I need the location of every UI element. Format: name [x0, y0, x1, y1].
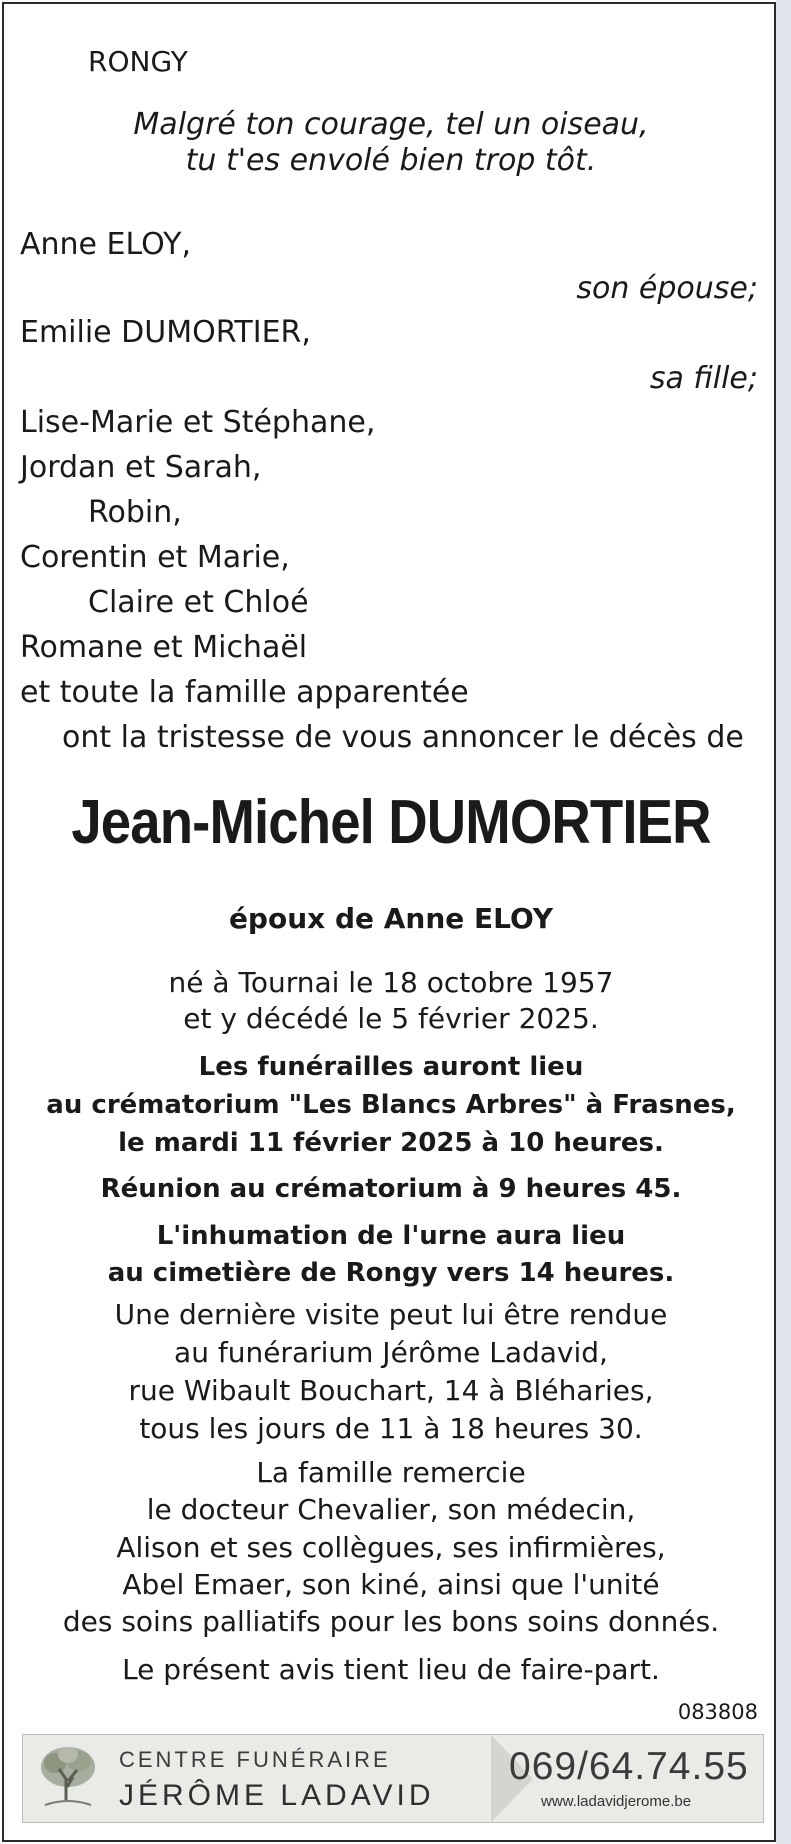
funeral-line: le mardi 11 février 2025 à 10 heures. — [118, 1128, 664, 1158]
thanks-line: La famille remercie — [256, 1456, 526, 1489]
page-side-margin — [776, 0, 791, 1844]
thanks-line: le docteur Chevalier, son médecin, — [146, 1493, 636, 1526]
deceased-name: Jean-Michel DUMORTIER — [71, 788, 711, 857]
funeral-home-line2: JÉRÔME LADAVID — [119, 1779, 435, 1812]
poem-line-2: tu t'es envolé bien trop tôt. — [185, 143, 597, 178]
daughter-role: sa fille; — [649, 361, 758, 396]
visit-line: tous les jours de 11 à 18 heures 30. — [139, 1412, 643, 1445]
reference-number: 083808 — [677, 1700, 758, 1724]
funeral-line: Les funérailles auront lieu — [198, 1052, 584, 1082]
family-member: Corentin et Marie, — [20, 540, 290, 575]
daughter-name: Emilie DUMORTIER, — [20, 315, 311, 350]
visit-line: rue Wibault Bouchart, 14 à Bléharies, — [128, 1374, 654, 1407]
burial-line: au cimetière de Rongy vers 14 heures. — [107, 1258, 675, 1288]
spouse-of: époux de Anne ELOY — [228, 902, 554, 935]
family-member: Claire et Chloé — [88, 585, 309, 620]
thanks-line: Abel Emaer, son kiné, ainsi que l'unité — [122, 1568, 660, 1601]
family-member: Romane et Michaël — [20, 630, 308, 665]
birth-line: né à Tournai le 18 octobre 1957 — [168, 966, 614, 999]
website-link: www.ladavidjerome.be — [541, 1793, 692, 1810]
phone-number: 069/64.74.55 — [509, 1745, 749, 1788]
funeral-home-banner — [22, 1734, 764, 1823]
death-line: et y décédé le 5 février 2025. — [183, 1002, 599, 1035]
obituary-notice — [2, 2, 776, 1842]
family-member: Robin, — [88, 495, 182, 530]
family-member: et toute la famille apparentée — [20, 675, 469, 710]
visit-line: Une dernière visite peut lui être rendue — [114, 1298, 668, 1331]
locality: RONGY — [88, 45, 188, 78]
spouse-name: Anne ELOY, — [20, 227, 191, 262]
funeral-line: au crématorium "Les Blancs Arbres" à Frasnes, — [46, 1090, 736, 1120]
family-member: Jordan et Sarah, — [20, 450, 262, 485]
meeting-line: Réunion au crématorium à 9 heures 45. — [100, 1174, 682, 1204]
notice-line: Le présent avis tient lieu de faire-part. — [122, 1653, 660, 1686]
thanks-line: Alison et ses collègues, ses infirmières, — [116, 1531, 666, 1564]
poem-line-1: Malgré ton courage, tel un oiseau, — [133, 107, 649, 142]
funeral-home-line1: CENTRE FUNÉRAIRE — [119, 1747, 391, 1772]
family-member: Lise-Marie et Stéphane, — [20, 405, 376, 440]
burial-line: L'inhumation de l'urne aura lieu — [156, 1221, 626, 1251]
tree-icon — [37, 1743, 99, 1813]
spouse-role: son épouse; — [576, 271, 758, 306]
visit-line: au funérarium Jérôme Ladavid, — [174, 1336, 608, 1369]
announcement: ont la tristesse de vous annoncer le décès de — [62, 720, 744, 755]
thanks-line: des soins palliatifs pour les bons soins donnés. — [62, 1605, 720, 1638]
